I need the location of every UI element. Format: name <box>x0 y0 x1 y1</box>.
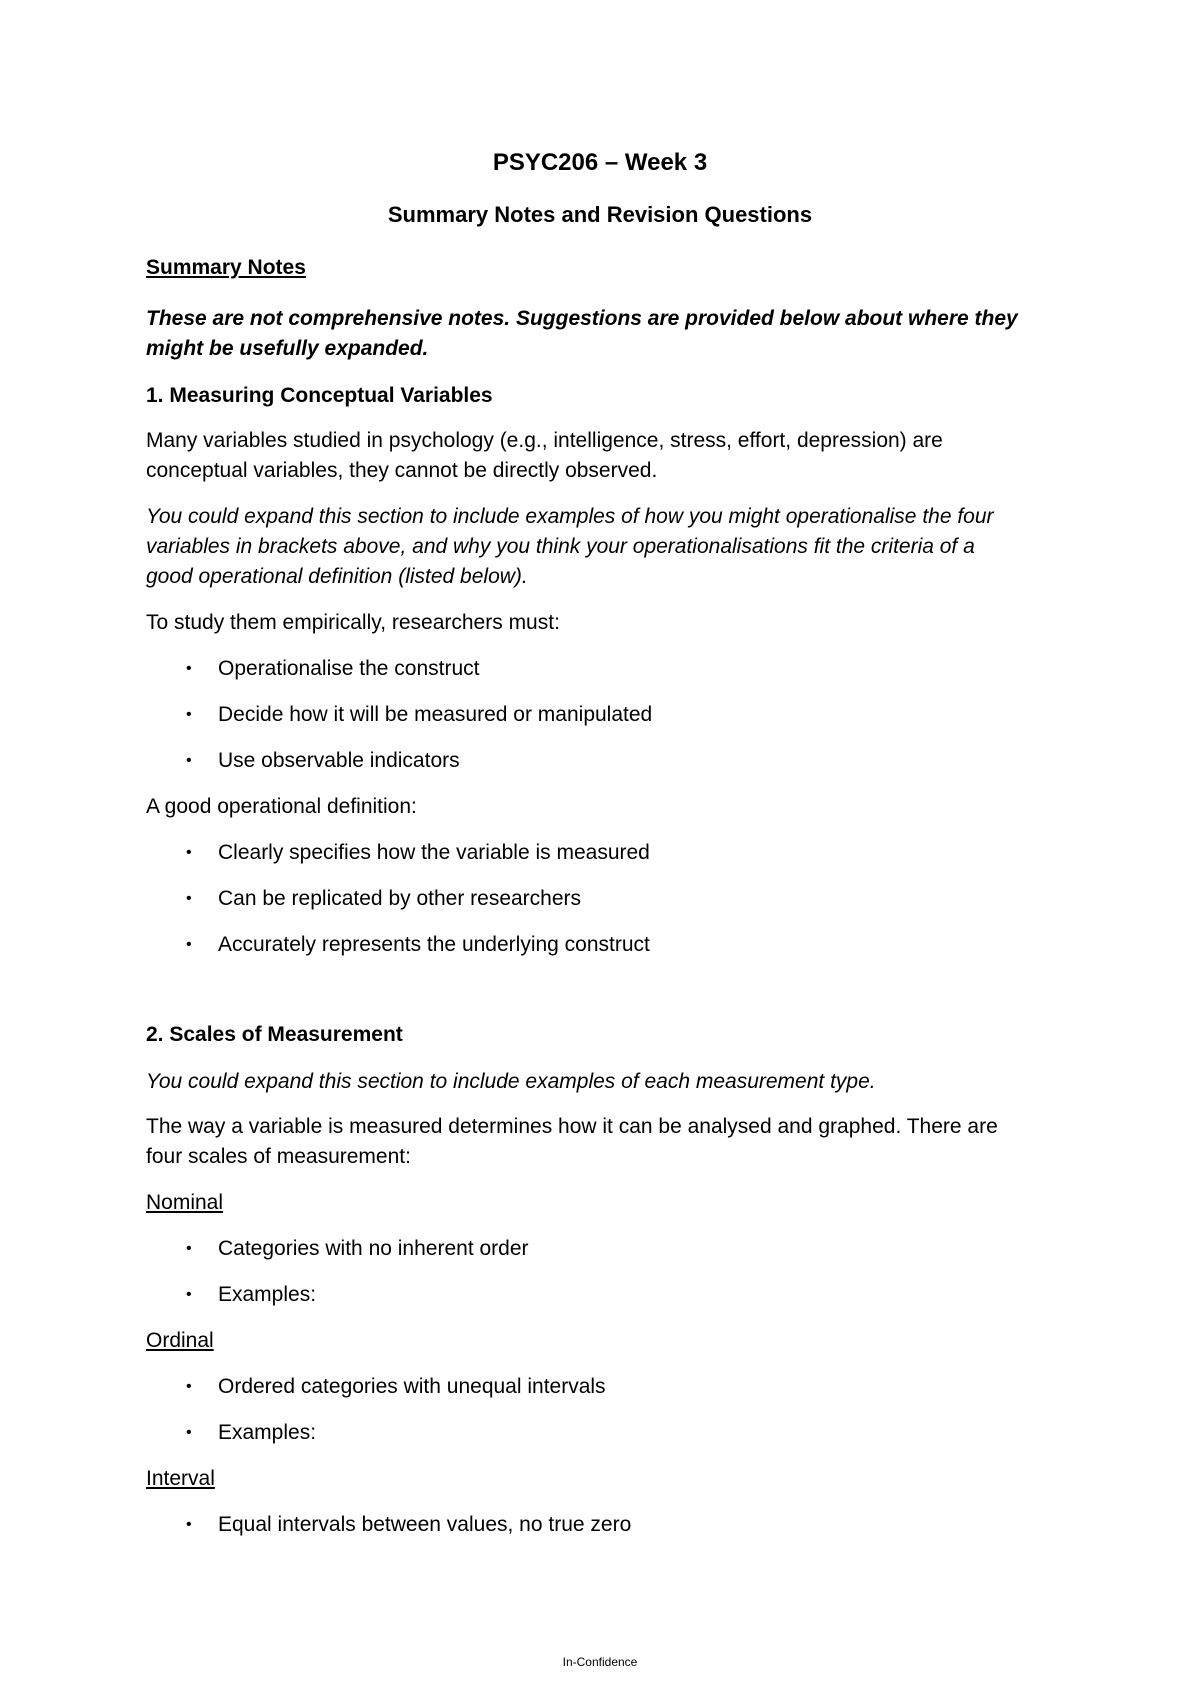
bullet-dot: • <box>186 660 192 677</box>
nominal-heading: Nominal <box>146 1191 224 1214</box>
study-item-1: Operationalise the construct <box>218 657 480 680</box>
section2-para-line-2: four scales of measurement: <box>146 1145 411 1168</box>
section2-note: You could expand this section to include examples of each measurement type. <box>146 1070 876 1093</box>
ordinal-heading: Ordinal <box>146 1329 214 1352</box>
definition-item-3: Accurately represents the underlying construct <box>218 933 650 956</box>
section1-para-line-2: conceptual variables, they cannot be directly observed. <box>146 459 658 482</box>
intro-line-1: These are not comprehensive notes. Suggestions are provided below about where they <box>146 307 1018 330</box>
section1-note-line-1: You could expand this section to include examples of how you might operationalise the four <box>146 505 994 528</box>
bullet-dot: • <box>186 706 192 723</box>
interval-item-1: Equal intervals between values, no true zero <box>218 1513 632 1536</box>
study-intro: To study them empirically, researchers must: <box>146 611 560 634</box>
definition-item-2: Can be replicated by other researchers <box>218 887 582 910</box>
summary-heading: Summary Notes <box>146 256 306 279</box>
definition-item-1: Clearly specifies how the variable is measured <box>218 841 650 864</box>
ordinal-item-1: Ordered categories with unequal intervals <box>218 1375 606 1398</box>
bullet-dot: • <box>186 1378 192 1395</box>
interval-heading: Interval <box>146 1467 215 1490</box>
study-item-3: Use observable indicators <box>218 749 460 772</box>
ordinal-item-2: Examples: <box>218 1421 317 1444</box>
nominal-item-1: Categories with no inherent order <box>218 1237 529 1260</box>
intro-line-2: might be usefully expanded. <box>146 337 429 360</box>
bullet-dot: • <box>186 1424 192 1441</box>
page-title: PSYC206 – Week 3 <box>492 149 708 176</box>
section1-note-line-2: variables in brackets above, and why you think your operationalisations fit the criteria of a <box>146 535 975 558</box>
section2-heading: 2. Scales of Measurement <box>146 1023 403 1046</box>
nominal-item-2: Examples: <box>218 1283 317 1306</box>
section2-para-line-1: The way a variable is measured determines how it can be analysed and graphed. There are <box>146 1115 998 1138</box>
footer-classification: In-Confidence <box>562 1655 638 1669</box>
bullet-dot: • <box>186 1286 192 1303</box>
bullet-dot: • <box>186 844 192 861</box>
bullet-dot: • <box>186 1240 192 1257</box>
bullet-dot: • <box>186 890 192 907</box>
bullet-dot: • <box>186 1516 192 1533</box>
bullet-dot: • <box>186 752 192 769</box>
section1-heading: 1. Measuring Conceptual Variables <box>146 384 493 407</box>
page-subtitle: Summary Notes and Revision Questions <box>387 202 813 227</box>
section1-note-line-3: good operational definition (listed below). <box>146 565 528 588</box>
definition-intro: A good operational definition: <box>146 795 417 818</box>
bullet-dot: • <box>186 936 192 953</box>
section1-para-line-1: Many variables studied in psychology (e.g., intelligence, stress, effort, depression) are <box>146 429 943 452</box>
study-item-2: Decide how it will be measured or manipulated <box>218 703 653 726</box>
